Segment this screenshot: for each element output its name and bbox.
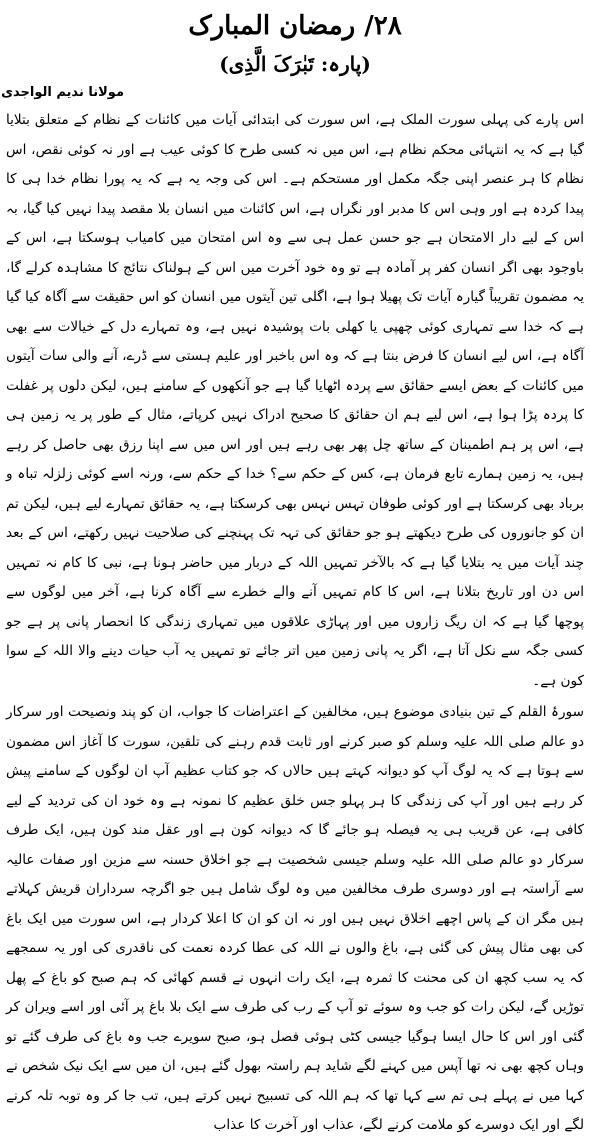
paragraph-surah-al-mulk: اس پارے کی پہلی سورت الملک ہے، اس سورت کی ابتدائی آیات میں کائنات کے نظام کے متعلق بتلایا گیا ہے کہ یہ انتہائی محکم نظام ہے، اس میں نہ کسی طرح کا کوئی عیب ہے اور نہ کوئی نقص، اس نظام کا ہر عنصر اپنی جگہ مکمل اور مستحکم ہے۔ اس کی وجہ یہ ہے کہ یہ پورا نظام خدا ہی کا پیدا کردہ ہے اور وہی اس کا مدبر اور نگراں ہے، اس کائنات میں انسان بلا مقصد پیدا نہیں کیا گیا، بہ اس کے لیے دار الامتحان ہے جو حسن عمل ہی سے وہ اس امتحان میں کامیاب ہوسکتا ہے، اس کے باوجود بھی اگر انسان کفر پر آمادہ ہے تو وہ خود آخرت میں اس کے ہولناک نتائج کا مشاہدہ کرلے گا، یہ مضمون تقریباً گیارہ آیات تک پھیلا ہوا ہے، اگلی تین آیتوں میں انسان کو اس حقیقت سے آگاہ کیا گیا ہے کہ خدا سے تمہاری کوئی چھپی یا کھلی بات پوشیدہ نہیں ہے، وہ تمہارے دل کے خیالات سے بھی آگاہ ہے، اس لیے انسان کا فرض بنتا ہے کہ وہ اس باخبر اور علیم ہستی سے ڈرے، آنے والی سات آیتوں میں کائنات کے بعض ایسے حقائق سے پردہ اٹھایا گیا ہے جو آنکھوں کے سامنے ہیں، لیکن دلوں پر غفلت کا پردہ پڑا ہوا ہے، اس لیے ہم ان حقائق کا صحیح ادراک نہیں کرپاتے، مثال کے طور پر یہ زمین ہی ہے، اس پر ہم اطمینان کے ساتھ چل پھر بھی رہے ہیں اور اس میں سے اپنا رزق بھی حاصل کر رہے ہیں، یہ زمین ہمارے تابع فرمان ہے، کس کے حکم سے؟ خدا کے حکم سے، ورنہ اسے کوئی زلزلہ تباہ و برباد بھی کرسکتا ہے اور کوئی طوفان تہس نہس بھی کرسکتا ہے، یہ حقائق تمہارے لیے ہیں، لیکن تم ان کو جانوروں کی طرح دیکھتے ہو جو حقائق کی تہہ تک پہنچنے کی صلاحیت نہیں رکھتے، اس کے بعد چند آیات میں یہ بتلایا گیا ہے کہ بالآخر تمہیں اللہ کے دربار میں حاضر ہونا ہے، نبی کا کام نہ تمہیں اس دن اور تاریخ بتلانا ہے، اس کا کام تمہیں آنے والے خطرے سے آگاہ کرنا ہے، آخر میں لوگوں سے پوچھا گیا ہے کہ ان ریگ زاروں میں اور پہاڑی علاقوں میں تمہاری زندگی کا انحصار پانی پر ہے جو کسی جگہ سے نکل آتا ہے، اگر یہ پانی زمین میں اتر جائے تو تمہیں یہ آب حیات دینے والا اللہ کے سوا کون ہے۔ <box>6 112 584 689</box>
paragraph-surah-al-qalam: سورۂ القلم کے تین بنیادی موضوع ہیں، مخالفین کے اعتراضات کا جواب، ان کو پند ونصیحت اور سرکار دو عالم صلی اللہ علیہ وسلم کو صبر کرنے اور ثابت قدم رہنے کی تلقین، سورت کا آغاز اس مضمون سے ہوتا ہے کہ یہ لوگ آپ کو دیوانہ کہتے ہیں حالاں کہ جو کتاب عظیم آپ ان لوگوں کے سامنے پیش کر رہے ہیں اور آپ کی زندگی کا ہر پہلو جس خلق عظیم کا نمونہ ہے وہ خود ان کی تردید کے لیے کافی ہے، عن قریب ہی یہ فیصلہ ہو جائے گا کہ دیوانہ کون ہے اور عقل مند کون ہیں، ایک طرف سرکار دو عالم صلی اللہ علیہ وسلم جیسی شخصیت ہے جو اخلاق حسنہ سے مزین اور صفات عالیہ سے آراستہ ہے اور دوسری طرف مخالفین میں وہ لوگ شامل ہیں جو اگرچہ سرداران قریش کہلاتے ہیں مگر ان کے پاس اچھے اخلاق نہیں ہیں اور نہ ان کو ان کا اعلا کردار ہے، اس سورت میں ایک باغ کی بھی مثال پیش کی گئی ہے، باغ والوں نے اللہ کی عطا کردہ نعمت کی ناقدری کی اور یہ سمجھے کہ یہ سب کچھ ان کی محنت کا ثمرہ ہے، ایک رات انہوں نے قسم کھائی کہ ہم صبح کو باغ کے پھل توڑیں گے، لیکن رات کو جب وہ سوئے تو آپ کے رب کی طرف سے ایک بلا باغ پر آئی اور اسے ویران کر گئی اور اس کا حال ایسا ہوگیا جیسی کٹی ہوئی فصل ہو، صبح سویرے جب وہ باغ کی طرف گئے تو وہاں کچھ بھی نہ تھا آپس میں کہنے لگے شاید ہم راستہ بھول گئے ہیں، ان میں سے ایک نیک شخص نے کہا میں نے پہلے ہی تم سے کہا تھا کہ ہم اللہ کی تسبیح نہیں کرتے ہیں، تب جا کر وہ توبہ تلہ کرنے لگے اور ایک دوسرے کو ملامت کرنے لگے، عذاب اور آخرت کا عذاب <box>6 704 584 1133</box>
author-name: مولانا ندیم الواجدی <box>1 85 124 100</box>
page-subtitle: (پارہ: تَبٰرَکَ الَّذِی) <box>219 52 371 76</box>
page-title: ۲۸/ رمضان المبارک <box>188 11 402 41</box>
